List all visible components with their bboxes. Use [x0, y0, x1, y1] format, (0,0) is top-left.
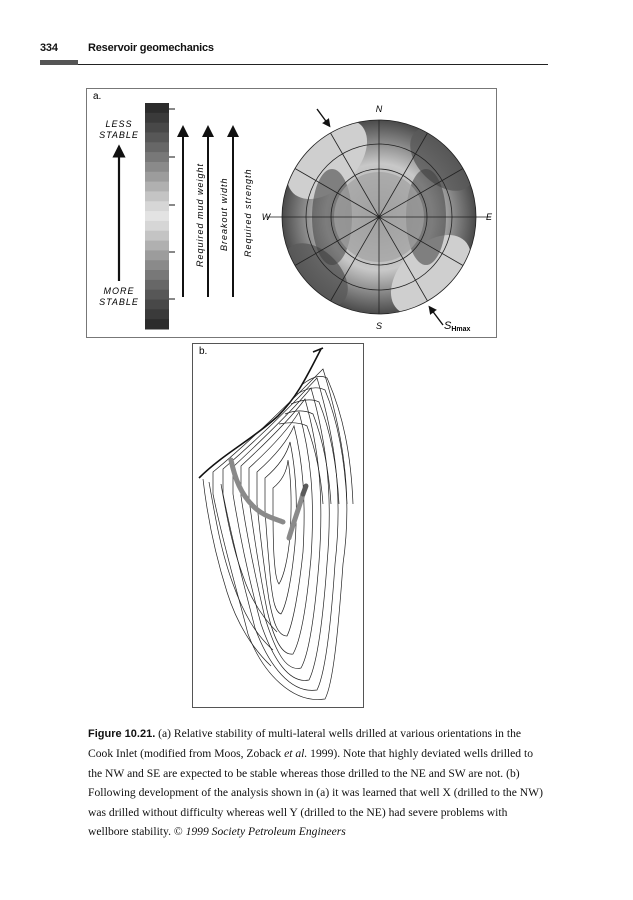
scale-bar-segment — [145, 231, 169, 241]
running-title: Reservoir geomechanics — [88, 42, 214, 54]
scale-bar-segment — [145, 309, 169, 319]
caption-copyright: 1999 Society Petroleum Engineers — [185, 825, 346, 839]
scale-bar-segment — [145, 152, 169, 162]
caption-text-part-1: (a) Relative stability of multi-lateral wells drilled at various orientations in the Cook Inlet (modified from Moos, Zoback — [88, 727, 522, 761]
more-stable-label-line2: STABLE — [99, 297, 139, 307]
shmax-label: SHmax — [444, 320, 471, 333]
scale-bar-segment — [145, 123, 169, 133]
scale-bar-segment — [145, 201, 169, 211]
fault-trace — [199, 349, 321, 478]
scale-bar-segment — [145, 270, 169, 280]
scale-bar-segment — [145, 142, 169, 152]
required-mud-weight-label: Required mud weight — [195, 162, 205, 267]
panel-b-structure-map — [193, 344, 365, 709]
compass-south: S — [375, 321, 383, 331]
stability-stereonet — [262, 104, 493, 333]
scale-bar-segment — [145, 221, 169, 231]
scale-bar-segment — [145, 241, 169, 251]
scale-bar-segment — [145, 182, 169, 192]
panel-a-label: a. — [93, 91, 102, 102]
structure-contours — [203, 369, 353, 700]
less-stable-label-line1: LESS — [105, 119, 133, 129]
scale-bar-segment — [145, 280, 169, 290]
running-header — [40, 42, 548, 64]
shmax-arrow-se — [431, 309, 443, 325]
less-stable-label-line2: STABLE — [99, 130, 139, 140]
grayscale-scale-bar — [145, 103, 169, 330]
scale-bar-segment — [145, 211, 169, 221]
header-accent-bar — [40, 60, 78, 65]
figure-panel-b — [192, 343, 364, 708]
shmax-arrow-nw — [317, 109, 328, 124]
compass-north: N — [375, 104, 383, 114]
scale-bar-segment — [145, 250, 169, 260]
panel-a-graphic — [87, 89, 498, 339]
more-stable-label-line1: MORE — [103, 286, 135, 296]
scale-bar-segment — [145, 260, 169, 270]
required-strength-label: Required strength — [243, 168, 253, 257]
scale-bar-segment — [145, 113, 169, 123]
breakout-width-label: Breakout width — [219, 177, 229, 251]
header-rule — [78, 64, 548, 65]
caption-et-al: et al. — [284, 747, 308, 761]
scale-bar-segment — [145, 132, 169, 142]
figure-caption — [88, 724, 548, 841]
figure-caption-label: Figure 10.21. — [88, 728, 156, 740]
scale-bar-segment — [145, 300, 169, 310]
compass-east: E — [485, 212, 493, 222]
scale-bar-segment — [145, 191, 169, 201]
figure-panel-a — [86, 88, 497, 338]
scale-bar-segment — [145, 290, 169, 300]
page-number: 334 — [40, 42, 58, 54]
scale-bar-segment — [145, 172, 169, 182]
scale-bar-segment — [145, 319, 169, 329]
fault-tick — [313, 348, 323, 352]
well-y-toe — [303, 486, 306, 494]
caption-text-part-2: 1999). Note that highly deviated wells drilled to the NW and SE are expected to be stable whereas those drilled to the NE and SW are not. (b) Following development of the analysis shown in (a) it was learned that well X (drilled to the NW) was drilled without difficulty whereas well Y (drilled to the NE) had severe problems with wellbore stability. © — [88, 747, 543, 839]
scale-bar-segment — [145, 162, 169, 172]
compass-west: W — [261, 212, 271, 222]
panel-b-label: b. — [199, 346, 208, 357]
scale-bar-segment — [145, 103, 169, 113]
scale-bar-ticks — [169, 109, 175, 299]
stereonet-grid — [267, 120, 491, 314]
